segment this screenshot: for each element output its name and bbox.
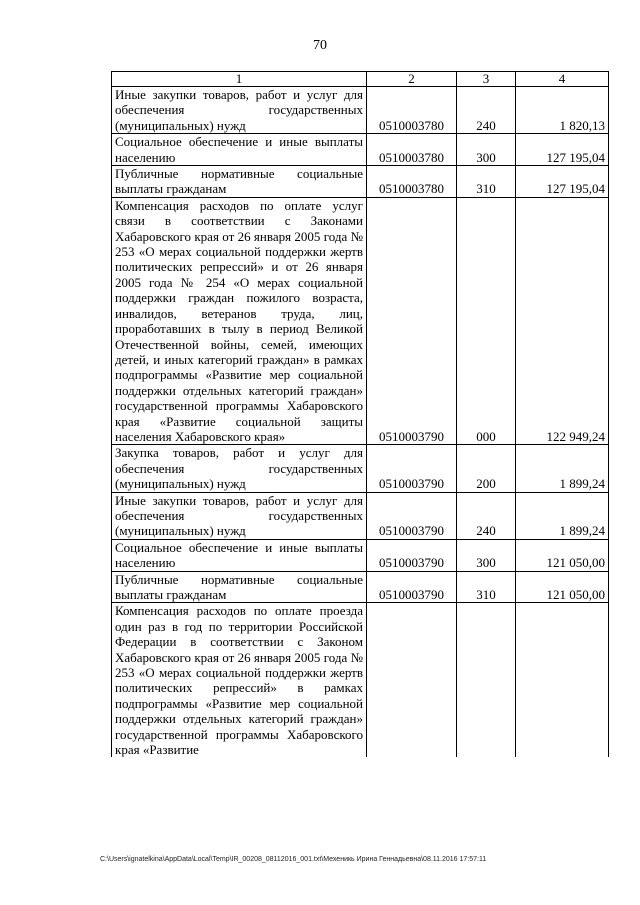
row-code: 0510003790 — [367, 445, 457, 492]
row-amount: 1 899,24 — [516, 445, 609, 492]
row-amount: 121 050,00 — [516, 571, 609, 603]
row-type: 240 — [457, 87, 516, 134]
row-type: 300 — [457, 539, 516, 571]
budget-table — [111, 71, 609, 757]
page-number: 70 — [313, 38, 327, 53]
row-code — [367, 603, 457, 758]
row-type: 200 — [457, 445, 516, 492]
row-amount: 127 195,04 — [516, 134, 609, 166]
row-type: 310 — [457, 571, 516, 603]
row-code: 0510003780 — [367, 134, 457, 166]
table-row — [112, 87, 609, 134]
table-row — [112, 166, 609, 198]
table-row — [112, 571, 609, 603]
table-header-row — [112, 72, 609, 87]
table-body — [112, 72, 609, 758]
header-cell-code: 2 — [367, 72, 457, 87]
row-name: Социальное обеспечение и иные выплаты населению — [112, 539, 367, 571]
row-amount: 122 949,24 — [516, 197, 609, 445]
row-code: 0510003790 — [367, 197, 457, 445]
row-name: Компенсация расходов по оплате проезда один раз в год по территории Российской Федерации в соответствии с Законом Хабаровского края от 26 января 2005 года № 253 «О мерах социальной поддержки жертв политических репрессий» в рамках подпрограммы «Развитие мер социальной поддержки отдельных категорий граждан» государственной программы Хабаровского края «Развитие — [112, 603, 367, 758]
row-type: 000 — [457, 197, 516, 445]
row-code: 0510003780 — [367, 87, 457, 134]
row-name: Иные закупки товаров, работ и услуг для обеспечения государственных (муниципальных) нужд — [112, 87, 367, 134]
table-row — [112, 492, 609, 539]
row-amount: 1 820,13 — [516, 87, 609, 134]
row-type — [457, 603, 516, 758]
row-amount: 127 195,04 — [516, 166, 609, 198]
row-type: 300 — [457, 134, 516, 166]
table-row — [112, 197, 609, 445]
row-type: 310 — [457, 166, 516, 198]
table-row — [112, 603, 609, 758]
header-cell-name: 1 — [112, 72, 367, 87]
row-name: Публичные нормативные социальные выплаты гражданам — [112, 166, 367, 198]
row-code: 0510003790 — [367, 571, 457, 603]
footer-file-path: C:\Users\ignatelkina\AppData\Local\Temp\IR_00208_08112016_001.txt\Мехеникь Ирина Геннадьевна\08.11.2016 17:57:11 — [100, 856, 487, 863]
row-code: 0510003790 — [367, 492, 457, 539]
row-type: 240 — [457, 492, 516, 539]
row-amount: 1 899,24 — [516, 492, 609, 539]
table-row — [112, 445, 609, 492]
header-cell-type: 3 — [457, 72, 516, 87]
row-code: 0510003790 — [367, 539, 457, 571]
row-amount: 121 050,00 — [516, 539, 609, 571]
table-row — [112, 539, 609, 571]
row-code: 0510003780 — [367, 166, 457, 198]
row-name: Публичные нормативные социальные выплаты гражданам — [112, 571, 367, 603]
row-name: Социальное обеспечение и иные выплаты населению — [112, 134, 367, 166]
row-name: Закупка товаров, работ и услуг для обеспечения государственных (муниципальных) нужд — [112, 445, 367, 492]
row-amount — [516, 603, 609, 758]
table-row — [112, 134, 609, 166]
row-name: Иные закупки товаров, работ и услуг для обеспечения государственных (муниципальных) нужд — [112, 492, 367, 539]
row-name: Компенсация расходов по оплате услуг связи в соответствии с Законами Хабаровского края от 26 января 2005 года № 253 «О мерах социальной поддержки жертв политических репрессий» и от 26 января 2005 года № 254 «О мерах социальной поддержки граждан пожилого возраста, инвалидов, ветеранов труда, лиц, проработавших в тылу в период Великой Отечественной войны, семей, имеющих детей, и иных категорий граждан» в рамках подпрограммы «Развитие мер социальной поддержки отдельных категорий граждан» государственной программы Хабаровского края «Развитие социальной защиты населения Хабаровского края» — [112, 197, 367, 445]
header-cell-amount: 4 — [516, 72, 609, 87]
